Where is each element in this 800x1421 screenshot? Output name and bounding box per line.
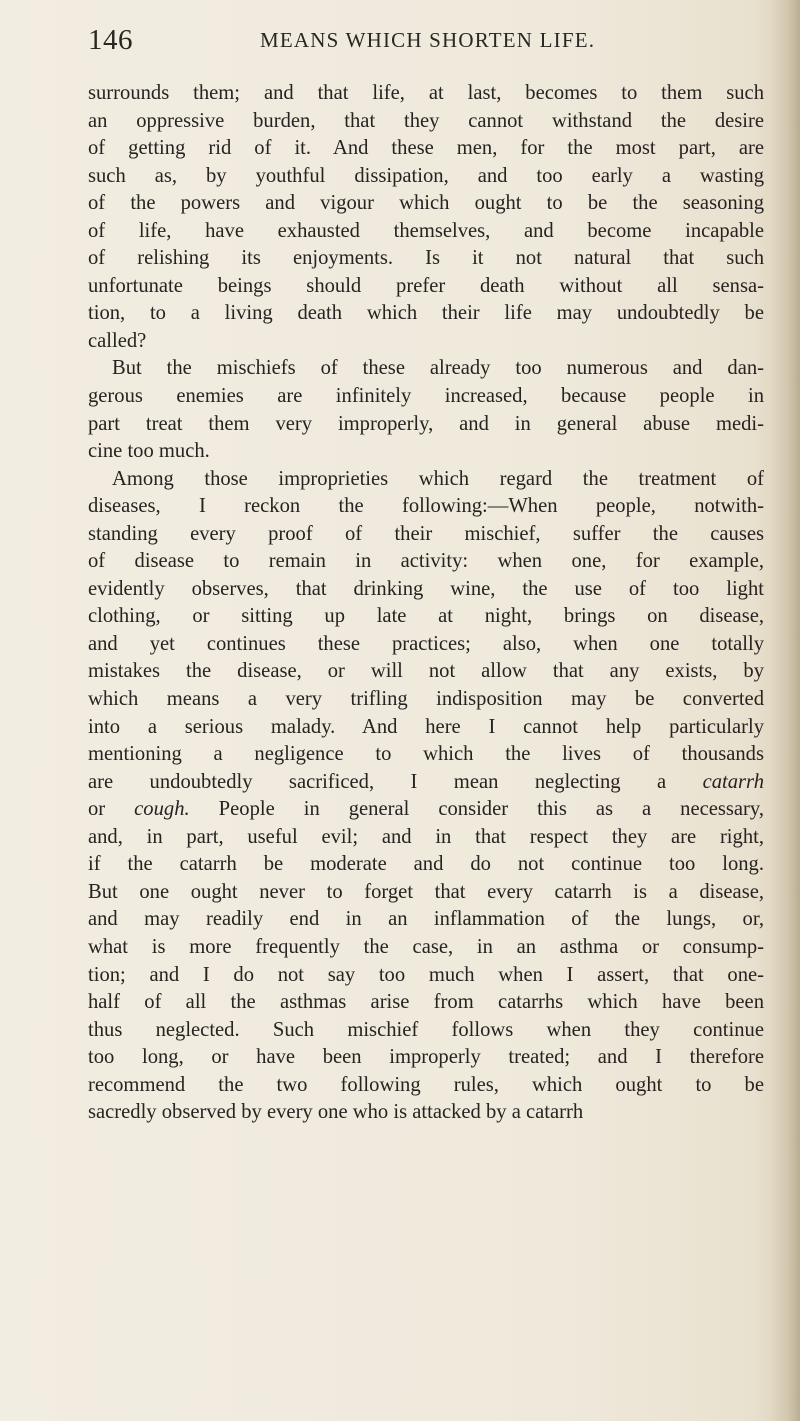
text-line: which means a very trifling indisposition may be converted xyxy=(88,688,764,711)
text-line: an oppressive burden, that they cannot withstand the desire xyxy=(88,109,764,132)
text-line: But the mischiefs of these already too numerous and dan- xyxy=(112,357,764,380)
page-number: 146 xyxy=(88,24,133,56)
italic-term-catarrh: catarrh xyxy=(702,770,764,793)
text-line: of getting rid of it. And these men, for the most part, are xyxy=(88,137,764,160)
text-line: sacredly observed by every one who is attacked by a catarrh xyxy=(88,1101,584,1124)
text-line: clothing, or sitting up late at night, brings on disease, xyxy=(88,605,764,628)
text-line: cine too much. xyxy=(88,440,210,463)
text-line: mentioning a negligence to which the lives of thousands xyxy=(88,743,764,766)
text-line: called? xyxy=(88,329,147,352)
running-head: MEANS WHICH SHORTEN LIFE. xyxy=(260,28,596,52)
page-edge-shadow xyxy=(770,0,800,1421)
text-line: diseases, I reckon the following:—When people, notwith- xyxy=(88,495,764,518)
line-segment: or xyxy=(88,798,106,821)
italic-term-cough: cough. xyxy=(134,798,190,821)
text-line: of life, have exhausted themselves, and become incapable xyxy=(88,219,764,242)
text-line: thus neglected. Such mischief follows when they continue xyxy=(88,1018,764,1041)
text-line: too long, or have been improperly treated; and I therefore xyxy=(88,1046,764,1069)
text-line: of the powers and vigour which ought to be the seasoning xyxy=(88,192,764,215)
line-segment: People in general consider this as a necessary, xyxy=(218,798,764,821)
text-line: part treat them very improperly, and in general abuse medi- xyxy=(88,412,764,435)
text-line: into a serious malady. And here I cannot help particularly xyxy=(88,715,764,738)
text-line: But one ought never to forget that every catarrh is a disease, xyxy=(88,880,764,903)
text-line: and may readily end in an inflammation of the lungs, or, xyxy=(88,908,764,931)
text-line: mistakes the disease, or will not allow that any exists, by xyxy=(88,660,764,683)
line-segment: are undoubtedly sacrificed, I mean neglecting a xyxy=(88,770,667,793)
text-line: tion; and I do not say too much when I assert, that one- xyxy=(88,963,764,986)
text-line: what is more frequently the case, in an asthma or consump- xyxy=(88,935,764,958)
text-line: gerous enemies are infinitely increased, because people in xyxy=(88,385,764,408)
page-header xyxy=(88,18,764,58)
text-line: and, in part, useful evil; and in that respect they are right, xyxy=(88,825,764,848)
text-line xyxy=(88,769,764,797)
text-line: surrounds them; and that life, at last, becomes to them such xyxy=(88,82,764,104)
text-line: of disease to remain in activity: when one, for example, xyxy=(88,550,764,573)
body-text xyxy=(88,80,764,1127)
text-line: evidently observes, that drinking wine, the use of too light xyxy=(88,577,764,600)
text-line: half of all the asthmas arise from catarrhs which have been xyxy=(88,991,764,1014)
text-line: recommend the two following rules, which ought to be xyxy=(88,1073,764,1096)
text-line xyxy=(88,796,764,824)
text-line: tion, to a living death which their life may undoubtedly be xyxy=(88,302,764,325)
text-line: if the catarrh be moderate and do not continue too long. xyxy=(88,853,764,876)
text-line: standing every proof of their mischief, suffer the causes xyxy=(88,522,764,545)
text-line: Among those improprieties which regard the treatment of xyxy=(112,467,764,490)
text-line: such as, by youthful dissipation, and too early a wasting xyxy=(88,164,764,187)
text-line: unfortunate beings should prefer death without all sensa- xyxy=(88,274,764,297)
text-line: and yet continues these practices; also, when one totally xyxy=(88,632,764,655)
text-line: of relishing its enjoyments. Is it not natural that such xyxy=(88,247,764,270)
